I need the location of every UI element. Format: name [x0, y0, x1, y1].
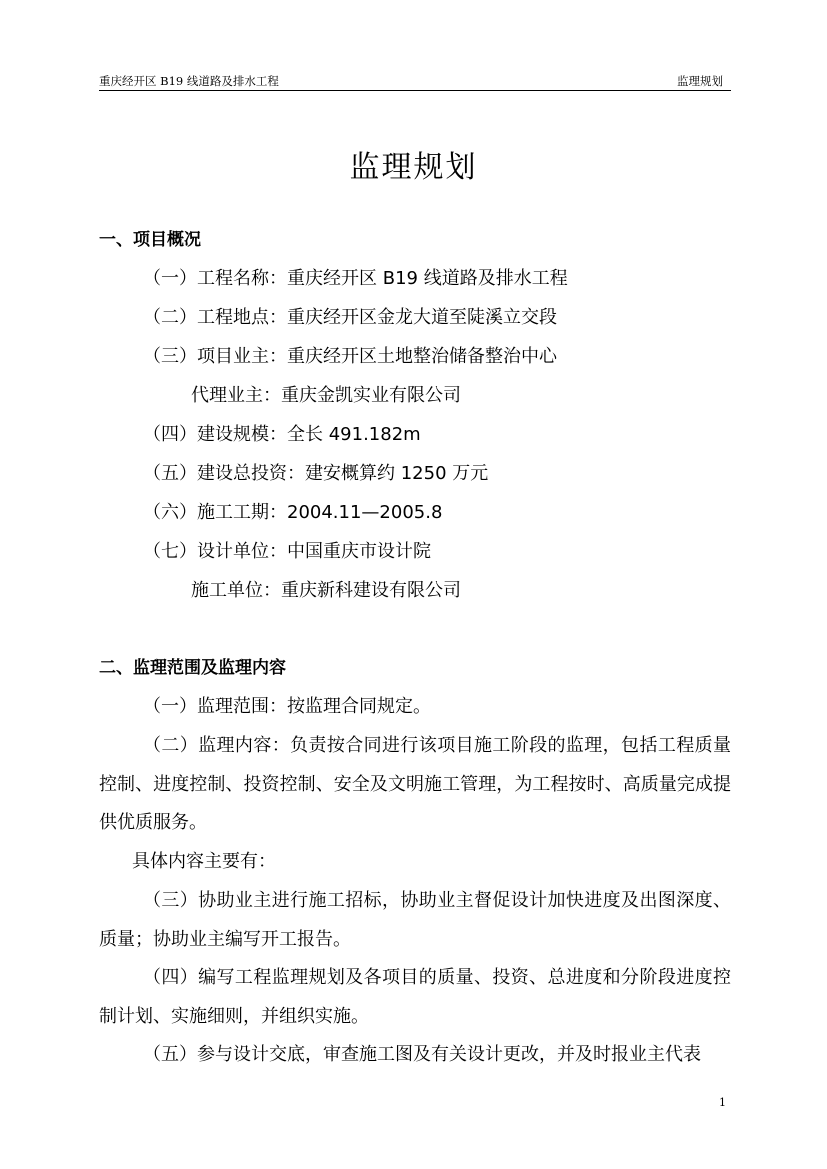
construction-unit-item: 施工单位：重庆新科建设有限公司 — [191, 580, 461, 601]
agent-owner-item: 代理业主：重庆金凯实业有限公司 — [191, 385, 461, 406]
main-content-intro: 具体内容主要有： — [132, 851, 276, 872]
page-number: 1 — [719, 1096, 726, 1109]
section2-heading: 二、监理范围及监理内容 — [99, 658, 286, 678]
header-doc-type: 监理规划 — [677, 74, 723, 88]
bidding-assist-paragraph: （三）协助业主进行施工招标，协助业主督促设计加快进度及出图深度、质量；协助业主编写开工报告。 — [99, 890, 731, 950]
design-disclosure-paragraph: （五）参与设计交底，审查施工图及有关设计更改，并及时报业主代表 — [143, 1044, 701, 1065]
construction-scale-item: （四）建设规模：全长 491.182m — [143, 424, 421, 445]
header-project-name: 重庆经开区 B19 线道路及排水工程 — [99, 74, 279, 88]
supervision-content-paragraph: （二）监理内容：负责按合同进行该项目施工阶段的监理，包括工程质量控制、进度控制、投资控制、安全及文明施工管理，为工程按时、高质量完成提供优质服务。 — [99, 735, 731, 833]
section1-heading: 一、项目概况 — [99, 230, 201, 250]
total-investment-item: （五）建设总投资：建安概算约 1250 万元 — [143, 463, 489, 484]
project-location-item: （二）工程地点：重庆经开区金龙大道至陡溪立交段 — [143, 307, 557, 328]
construction-period-item: （六）施工工期：2004.11—2005.8 — [143, 502, 443, 523]
supervision-scope-item: （一）监理范围：按监理合同规定。 — [143, 696, 431, 717]
project-owner-item: （三）项目业主：重庆经开区土地整治储备整治中心 — [143, 346, 557, 367]
plan-compilation-paragraph: （四）编写工程监理规划及各项目的质量、投资、总进度和分阶段进度控制计划、实施细则，并组织实施。 — [99, 967, 731, 1027]
page-header — [99, 72, 731, 91]
document-title: 监理规划 — [349, 150, 478, 185]
project-name-item: （一）工程名称：重庆经开区 B19 线道路及排水工程 — [143, 268, 568, 289]
design-unit-item: （七）设计单位：中国重庆市设计院 — [143, 541, 431, 562]
